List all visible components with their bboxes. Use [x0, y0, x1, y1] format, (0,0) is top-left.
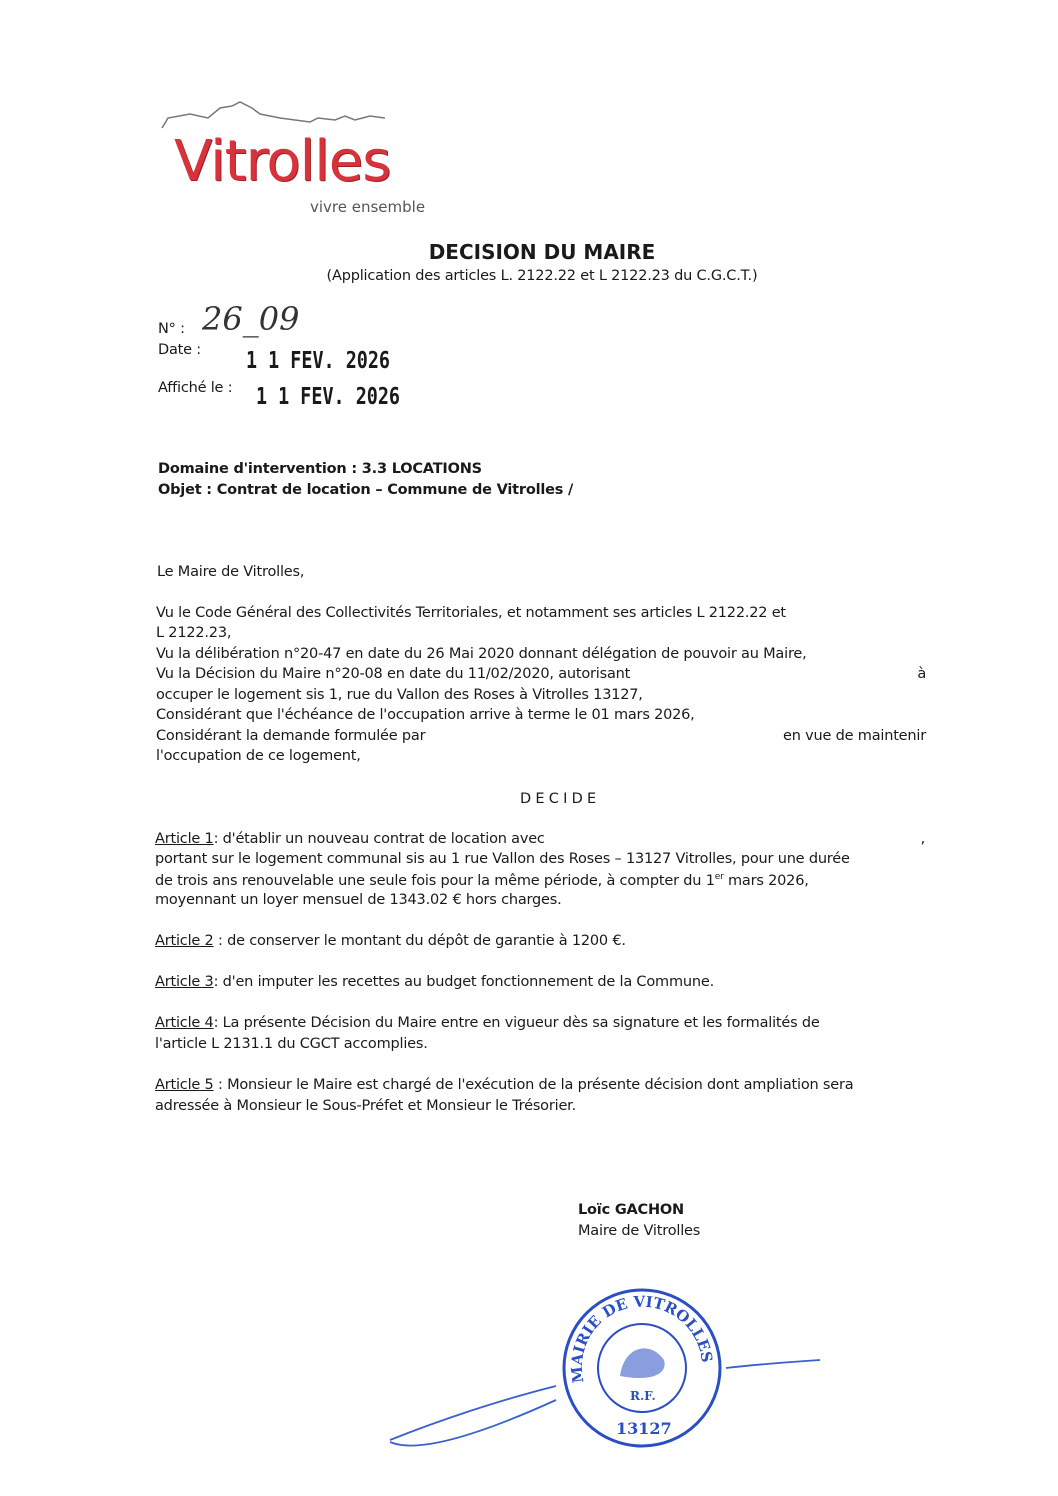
- article-5: [155, 1077, 925, 1097]
- article-3: [155, 974, 925, 994]
- signatory-name: Loïc GACHON: [578, 1202, 684, 1218]
- articles: [155, 831, 925, 1121]
- consideration-line: l'occupation de ce logement,: [156, 748, 361, 764]
- page-title: DECISION DU MAIRE: [428, 240, 656, 264]
- article-text: : Monsieur le Maire est chargé de l'exécution de la présente décision dont ampliation sera: [213, 1077, 854, 1093]
- consideration-line: Vu le Code Général des Collectivités Territoriales, et notamment ses articles L 2122.22 et: [156, 605, 786, 621]
- posted-stamp: 1 1 FEV. 2026: [256, 384, 401, 410]
- consideration-line: occuper le logement sis 1, rue du Vallon des Roses à Vitrolles 13127,: [156, 687, 643, 703]
- number-label: N° :: [158, 321, 185, 337]
- consideration-line: [156, 728, 926, 748]
- object-line: Objet : Contrat de location – Commune de Vitrolles /: [158, 482, 574, 498]
- stamp-rf: R.F.: [630, 1389, 656, 1403]
- article-text: ,: [920, 831, 925, 847]
- signature-scribble: [390, 1360, 820, 1446]
- stamp-text: MAIRIE DE VITROLLES: [567, 1292, 716, 1384]
- line-text: à: [917, 666, 926, 682]
- consideration-line: [156, 666, 926, 686]
- article-text: de trois ans renouvelable une seule fois pour la même période, à compter du 1: [155, 872, 715, 889]
- article-label: Article 5: [155, 1077, 214, 1093]
- line-text: Considérant la demande formulée par: [156, 728, 426, 744]
- article-text: : d'en imputer les recettes au budget fonctionnement de la Commune.: [213, 974, 714, 990]
- considerations: [156, 605, 926, 775]
- article-label: Article 2: [155, 933, 214, 949]
- logo-tagline: vivre ensemble: [310, 198, 426, 216]
- article-label: Article 1: [155, 831, 214, 847]
- salutation: Le Maire de Vitrolles,: [157, 564, 305, 580]
- signatory-role: Maire de Vitrolles: [578, 1223, 701, 1239]
- consideration-line: Considérant que l'échéance de l'occupation arrive à terme le 01 mars 2026,: [156, 707, 695, 723]
- article-text: portant sur le logement communal sis au 1 rue Vallon des Roses – 13127 Vitrolles, pour une durée: [155, 851, 850, 867]
- consideration-line: Vu la délibération n°20-47 en date du 26 Mai 2020 donnant délégation de pouvoir au Maire,: [156, 646, 807, 662]
- article-text: mars 2026,: [723, 872, 809, 889]
- article-text: moyennant un loyer mensuel de 1343.02 € hors charges.: [155, 892, 562, 908]
- vitrolles-logo: [160, 100, 460, 222]
- consideration-line: L 2122.23,: [156, 625, 232, 641]
- date-stamp: 1 1 FEV. 2026: [246, 348, 391, 374]
- stamp-code: 13127: [616, 1419, 672, 1438]
- mayor-stamp-and-signature: [380, 1250, 840, 1490]
- article-text: [155, 872, 925, 892]
- article-text: l'article L 2131.1 du CGCT accomplies.: [155, 1036, 428, 1052]
- article-text: adressée à Monsieur le Sous-Préfet et Monsieur le Trésorier.: [155, 1098, 577, 1114]
- article-2: [155, 933, 925, 953]
- article-1: [155, 831, 925, 851]
- skyline-icon: [160, 100, 460, 130]
- line-text: Vu la Décision du Maire n°20-08 en date du 11/02/2020, autorisant: [156, 666, 631, 682]
- date-label: Date :: [158, 342, 201, 358]
- stamp-circle: [564, 1290, 720, 1446]
- decide-heading: D E C I D E: [520, 791, 596, 807]
- page-subtitle: (Application des articles L. 2122.22 et L 2122.23 du C.G.C.T.): [326, 268, 758, 284]
- article-text: : La présente Décision du Maire entre en vigueur dès sa signature et les formalités de: [213, 1015, 820, 1031]
- line-text: en vue de maintenir: [783, 728, 926, 744]
- article-text: : de conserver le montant du dépôt de garantie à 1200 €.: [213, 933, 626, 949]
- article-4: [155, 1015, 925, 1035]
- superscript: er: [714, 872, 724, 882]
- posted-label: Affiché le :: [158, 380, 233, 396]
- number-value-handwritten: 26_09: [202, 300, 300, 338]
- domain-line: Domaine d'intervention : 3.3 LOCATIONS: [158, 461, 482, 477]
- logo-wordmark: Vitrolles: [174, 129, 391, 194]
- article-label: Article 3: [155, 974, 214, 990]
- article-text: : d'établir un nouveau contrat de location avec: [213, 831, 545, 847]
- article-label: Article 4: [155, 1015, 214, 1031]
